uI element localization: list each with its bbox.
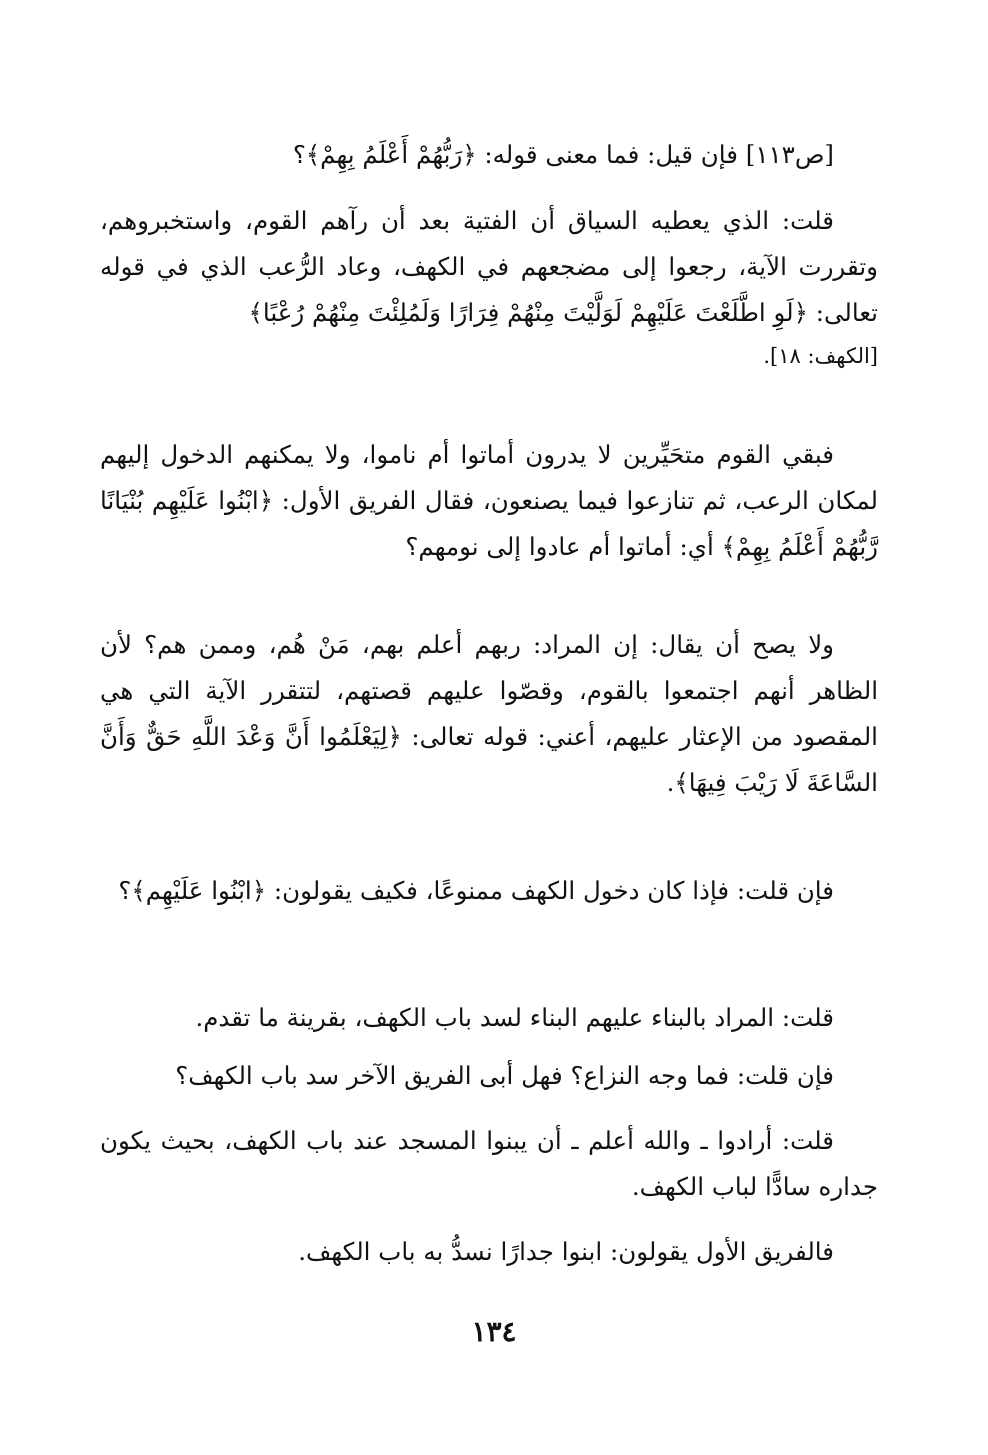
paragraph-text: قلت: المراد بالبناء عليهم البناء لسد باب الكهف، بقرينة ما تقدم. [195, 1003, 834, 1032]
paragraph-text: فإن قلت: فما وجه النزاع؟ فهل أبى الفريق الآخر سد باب الكهف؟ [175, 1061, 834, 1090]
paragraph-text: فإن قلت: فإذا كان دخول الكهف ممنوعًا، فكيف يقولون: ﴿ابْنُوا عَلَيْهِم﴾؟ [118, 876, 834, 905]
paragraph-people-confused [100, 432, 878, 570]
page-number: ١٣٤ [471, 1315, 517, 1348]
paragraph-question-1 [100, 132, 878, 178]
paragraph-question-2 [100, 868, 878, 914]
quran-reference: [الكهف: ١٨]. [763, 344, 878, 368]
paragraph-text: ولا يصح أن يقال: إن المراد: ربهم أعلم بهم، مَنْ هُم، وممن هم؟ لأن الظاهر أنهم اجتمعوا بالقوم، وقصّوا عليهم قصتهم، لتتقرر الآية التي هي المقصود من الإعثار عليهم، أعني: قوله تعالى: ﴿لِيَعْلَمُوا أَنَّ وَعْدَ اللَّهِ حَقٌّ وَأَنَّ السَّاعَةَ لَا رَيْبَ فِيهَا﴾. [100, 630, 878, 797]
paragraph-answer-2 [100, 995, 878, 1041]
paragraph-answer-3 [100, 1118, 878, 1210]
paragraph-text: قلت: أرادوا ـ والله أعلم ـ أن يبنوا المسجد عند باب الكهف، بحيث يكون جداره سادًّا لباب الكهف. [100, 1126, 878, 1201]
paragraph-text: قلت: الذي يعطيه السياق أن الفتية بعد أن رآهم القوم، واستخبروهم، وتقررت الآية، رجعوا إلى مضجعهم في الكهف، وعاد الرُّعب الذي في قوله تعالى: ﴿لَوِ اطَّلَعْتَ عَلَيْهِمْ لَوَلَّيْتَ مِنْهُمْ فِرَارًا وَلَمُلِئْتَ مِنْهُمْ رُعْبًا﴾ [100, 206, 878, 327]
paragraph-answer-1 [100, 198, 878, 376]
paragraph-text: فبقي القوم متحَيِّرين لا يدرون أماتوا أم ناموا، ولا يمكنهم الدخول إليهم لمكان الرعب، ثم تنازعوا فيما يصنعون، فقال الفريق الأول: ﴿ابْنُوا عَلَيْهِم بُنْيَانًا رَّبُّهُمْ أَعْلَمُ بِهِمْ﴾ أي: أماتوا أم عادوا إلى نومهم؟ [100, 440, 878, 561]
paragraph-text: فالفريق الأول يقولون: ابنوا جدارًا نسدُّ به باب الكهف. [298, 1237, 834, 1266]
paragraph-not-valid [100, 622, 878, 806]
paragraph-text: [ص١١٣] فإن قيل: فما معنى قوله: ﴿رَبُّهُمْ أَعْلَمُ بِهِمْ﴾؟ [292, 140, 834, 169]
paragraph-question-3 [100, 1053, 878, 1099]
paragraph-first-group [100, 1229, 878, 1275]
